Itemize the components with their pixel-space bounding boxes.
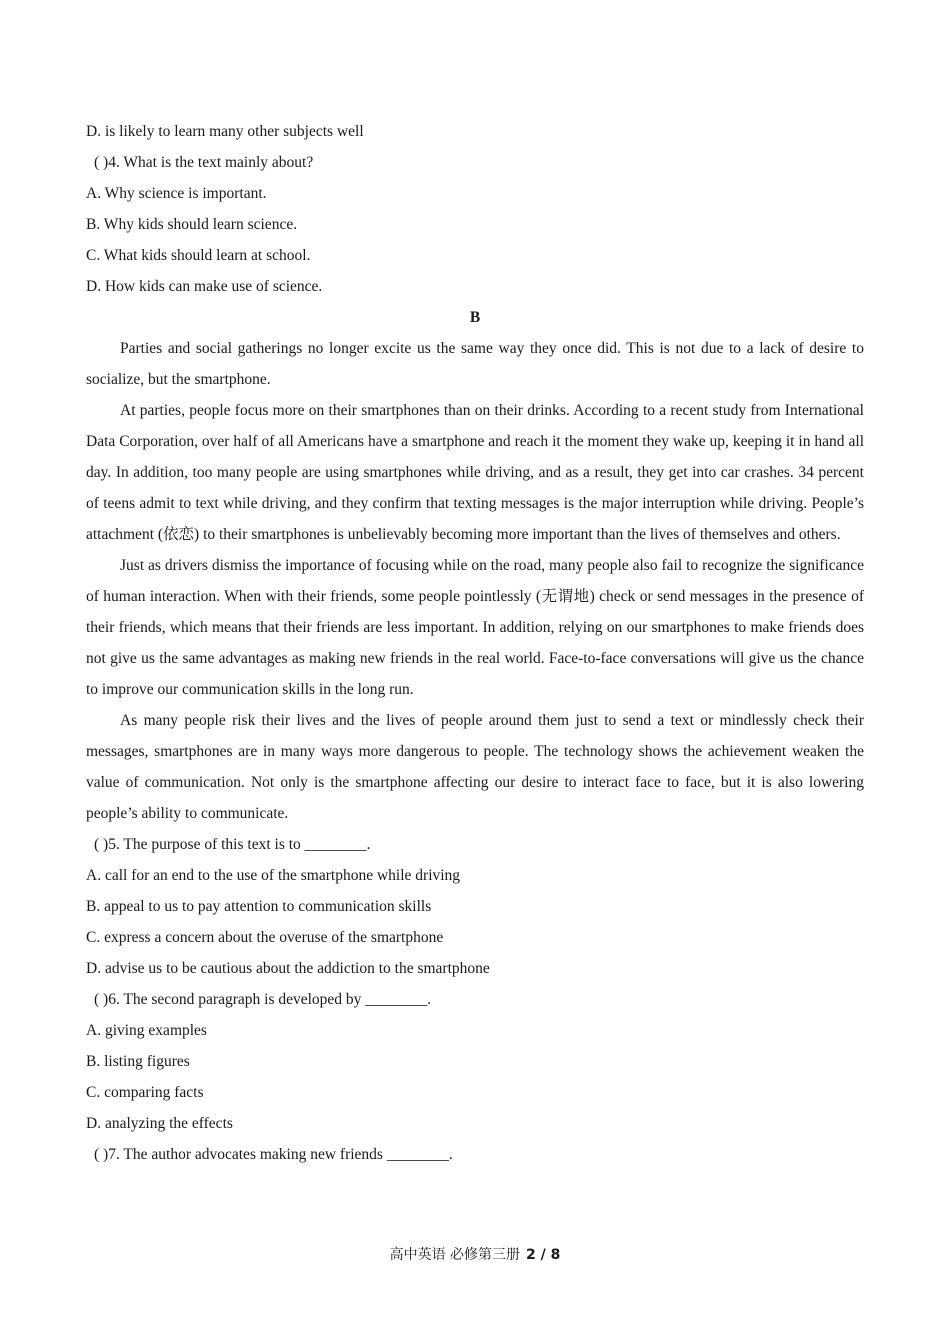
- option-6d: D. analyzing the effects: [86, 1115, 233, 1132]
- option-5b: B. appeal to us to pay attention to communication skills: [86, 898, 432, 915]
- question-7-stem: ( )7. The author advocates making new friends ________.: [94, 1146, 453, 1163]
- passage-b-title: B: [469, 309, 481, 326]
- option-5a: A. call for an end to the use of the smartphone while driving: [86, 867, 461, 884]
- question-5-stem: ( )5. The purpose of this text is to ________.: [94, 836, 371, 853]
- option-4b: B. Why kids should learn science.: [86, 216, 298, 233]
- option-5d: D. advise us to be cautious about the addiction to the smartphone: [86, 960, 490, 977]
- question-6-stem: ( )6. The second paragraph is developed by ________.: [94, 991, 432, 1008]
- document-page: [86, 116, 864, 1170]
- page-footer: [0, 1244, 950, 1264]
- footer-course: 高中英语 必修第三册: [389, 1247, 521, 1263]
- option-6a: A. giving examples: [86, 1022, 207, 1039]
- option-4c: C. What kids should learn at school.: [86, 247, 311, 264]
- option-4d: D. How kids can make use of science.: [86, 278, 323, 295]
- passage-b-paragraph-1: Parties and social gatherings no longer excite us the same way they once did. This is not due to a lack of desire to socialize, but the smartphone.: [86, 340, 864, 388]
- option-4a: A. Why science is important.: [86, 185, 267, 202]
- footer-page-number: 2 / 8: [526, 1247, 561, 1263]
- option-6c: C. comparing facts: [86, 1084, 204, 1101]
- option-3d: D. is likely to learn many other subjects well: [86, 123, 364, 140]
- passage-b-paragraph-2: At parties, people focus more on their smartphones than on their drinks. According to a recent study from International Data Corporation, over half of all Americans have a smartphone and reach it the moment they wake up, keeping it in hand all day. In addition, too many people are using smartphones while driving, and as a result, they get into car crashes. 34 percent of teens admit to text while driving, and they confirm that texting messages is the major interruption while driving. People’s attachment (依恋) to their smartphones is unbelievably becoming more important than the lives of themselves and others.: [86, 402, 864, 543]
- passage-b-paragraph-3: Just as drivers dismiss the importance of focusing while on the road, many people also fail to recognize the significance of human interaction. When with their friends, some people pointlessly (无谓地) check or send messages in the presence of their friends, which means that their friends are less important. In addition, relying on our smartphones to make friends does not give us the same advantages as making new friends in the real world. Face-to-face conversations will give us the chance to improve our communication skills in the long run.: [86, 557, 864, 698]
- option-5c: C. express a concern about the overuse of the smartphone: [86, 929, 444, 946]
- option-6b: B. listing figures: [86, 1053, 190, 1070]
- question-4-stem: ( )4. What is the text mainly about?: [94, 154, 314, 171]
- passage-b-paragraph-4: As many people risk their lives and the lives of people around them just to send a text or mindlessly check their messages, smartphones are in many ways more dangerous to people. The technology shows the achievement weaken the value of communication. Not only is the smartphone affecting our desire to interact face to face, but it is also lowering people’s ability to communicate.: [86, 712, 864, 822]
